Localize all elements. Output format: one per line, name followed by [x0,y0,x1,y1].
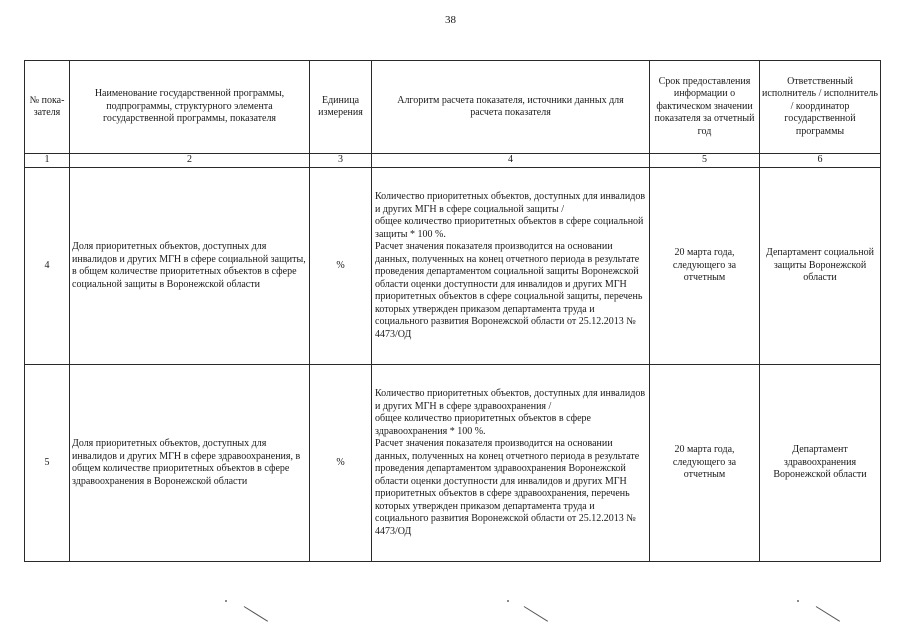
algorithm-numerator: Количество приоритетных объектов, доступных для инвалидов и других МГН в сфере здравоохранения / [375,388,646,412]
unit-value: % [310,168,372,365]
executor-value: Департамент социальной защиты Воронежской области [760,168,881,365]
column-number-row [25,154,881,168]
scan-artifact [507,600,509,602]
indicators-table [24,60,881,562]
row-number: 4 [25,168,70,365]
deadline-value: 20 марта года, следующего за отчетным [650,168,760,365]
table-row [25,365,881,562]
algorithm-text [372,365,650,562]
header-unit: Единица измерения [310,61,372,154]
algorithm-denominator: общее количество приоритетных объектов в сфере здравоохранения * 100 %. [375,413,591,437]
indicator-name: Доля приоритетных объектов, доступных для инвалидов и других МГН в сфере социальной защиты, в общем количестве приоритетных объектов в сфере социальной защиты в Воронежской области [70,168,310,365]
executor-value: Департамент здравоохранения Воронежской области [760,365,881,562]
scan-artifact [524,606,548,622]
column-number: 1 [25,154,70,168]
algorithm-denominator: общее количество приоритетных объектов в сфере социальной защиты * 100 %. [375,216,644,240]
table-header-row [25,61,881,154]
row-number: 5 [25,365,70,562]
column-number: 3 [310,154,372,168]
column-number: 5 [650,154,760,168]
header-algorithm: Алгоритм расчета показателя, источники данных для расчета показателя [372,61,650,154]
header-indicator-name: Наименование государственной программы, подпрограммы, структурного элемента государственной программы, показателя [70,61,310,154]
column-number: 6 [760,154,881,168]
algorithm-description: Расчет значения показателя производится на основании данных, полученных на конец отчетного периода в результате проведения департаментом здравоохранения Воронежской области оценки доступности для инвалидов и других МГН приоритетных объектов в сфере здравоохранения, перечень которых утвержден приказом департамента труда и социального развития Воронежской области от 25.12.2013 № 4473/ОД [375,438,640,537]
scan-artifact [225,600,227,602]
deadline-value: 20 марта года, следующего за отчетным [650,365,760,562]
column-number: 2 [70,154,310,168]
indicator-name: Доля приоритетных объектов, доступных для инвалидов и других МГН в сфере здравоохранения, в общем количестве приоритетных объектов в сфере здравоохранения в Воронежской области [70,365,310,562]
algorithm-numerator: Количество приоритетных объектов, доступных для инвалидов и других МГН в сфере социальной защиты / [375,191,646,215]
table-row [25,168,881,365]
algorithm-text [372,168,650,365]
unit-value: % [310,365,372,562]
scan-artifact [244,606,268,622]
algorithm-description: Расчет значения показателя производится на основании данных, полученных на конец отчетного периода в результате проведения департаментом социальной защиты Воронежской области оценки доступности для инвалидов и других МГН приоритетных объектов в сфере социальной защиты, перечень которых утвержден приказом департамента труда и социального развития Воронежской области от 25.12.2013 № 4473/ОД [375,241,643,340]
scan-artifact [816,606,840,622]
scan-artifact [797,600,799,602]
header-executor: Ответственный исполнитель / исполнитель / координатор государственной программы [760,61,881,154]
column-number: 4 [372,154,650,168]
header-deadline: Срок предоставления информации о фактическом значении показателя за отчетный год [650,61,760,154]
header-indicator-number: № пока- зателя [25,61,70,154]
page-number: 38 [445,14,456,26]
